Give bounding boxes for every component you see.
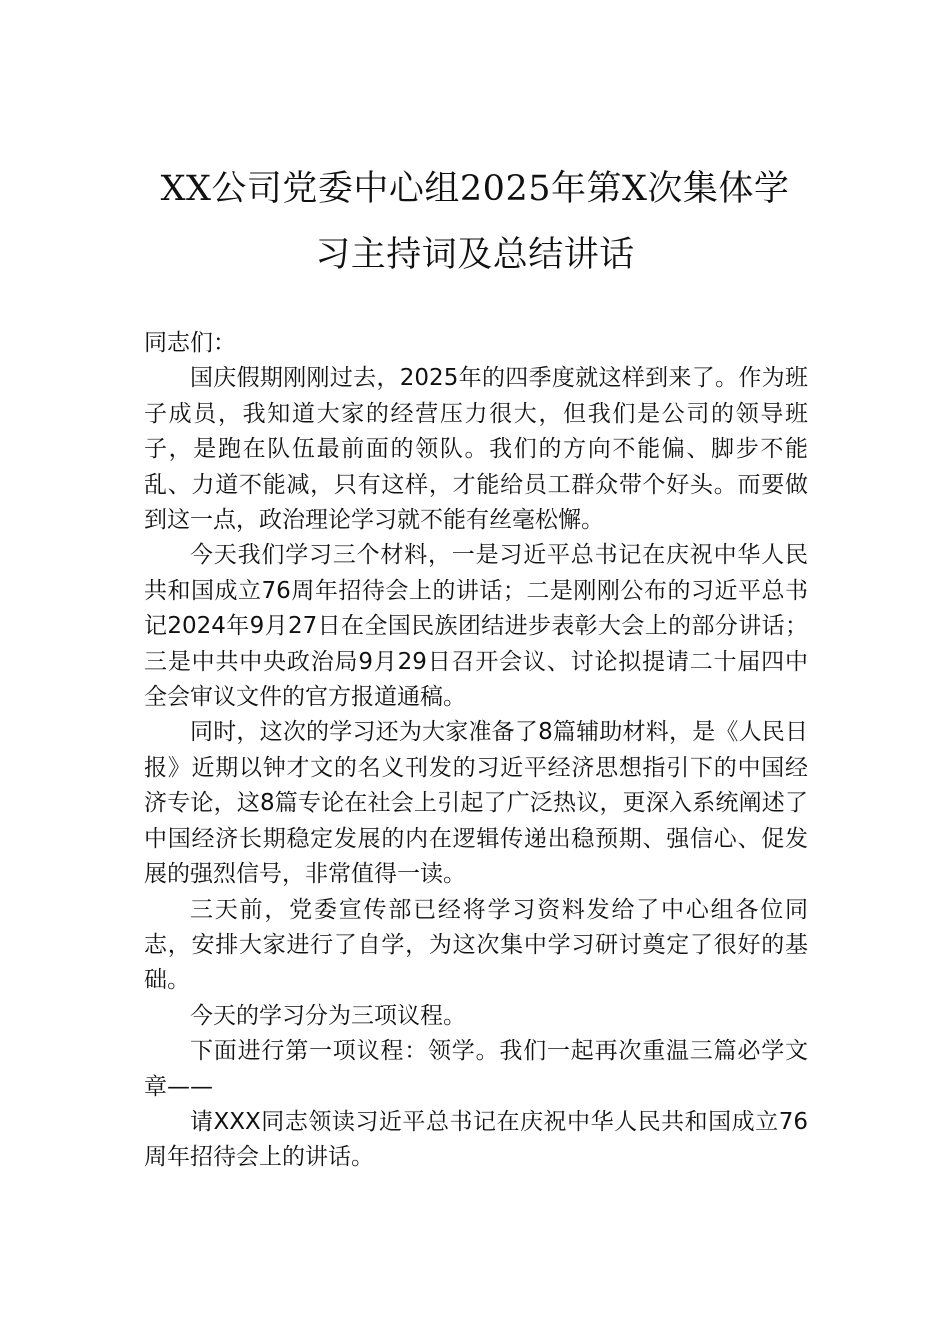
title-line-2: 习主持词及总结讲话 [315, 235, 635, 275]
document-title [130, 156, 820, 288]
title-line-1: XX公司党委中心组2025年第X次集体学 [160, 169, 790, 209]
salutation: 同志们： [144, 330, 236, 356]
document-body [144, 326, 808, 1176]
paragraph-1: 国庆假期刚刚过去，2025年的四季度就这样到来了。作为班子成员，我知道大家的经营压力很大，但我们是公司的领导班子，是跑在队伍最前面的领队。我们的方向不能偏、脚步不能乱、力道不能减，只有这样，才能给员工群众带个好头。而要做到这一点，政治理论学习就不能有丝毫松懈。 [144, 365, 808, 534]
paragraph-5: 今天的学习分为三项议程。 [190, 1002, 466, 1029]
paragraph-6: 下面进行第一项议程：领学。我们一起再次重温三篇必学文章—— [144, 1038, 808, 1100]
paragraph-7: 请XXX同志领读习近平总书记在庆祝中华人民共和国成立76周年招待会上的讲话。 [144, 1108, 808, 1171]
paragraph-4: 三天前，党委宣传部已经将学习资料发给了中心组各位同志，安排大家进行了自学，为这次集中学习研讨奠定了很好的基础。 [144, 896, 808, 994]
paragraph-2: 今天我们学习三个材料，一是习近平总书记在庆祝中华人民共和国成立76周年招待会上的讲话；二是刚刚公布的习近平总书记2024年9月27日在全国民族团结进步表彰大会上的部分讲话；三是中共中央政治局9月29日召开会议、讨论拟提请二十届四中全会审议文件的官方报道通稿。 [144, 542, 808, 711]
paragraph-3: 同时，这次的学习还为大家准备了8篇辅助材料，是《人民日报》近期以钟才文的名义刊发的习近平经济思想指引下的中国经济专论，这8篇专论在社会上引起了广泛热议，更深入系统阐述了中国经济长期稳定发展的内在逻辑传递出稳预期、强信心、促发展的强烈信号，非常值得一读。 [144, 719, 808, 888]
